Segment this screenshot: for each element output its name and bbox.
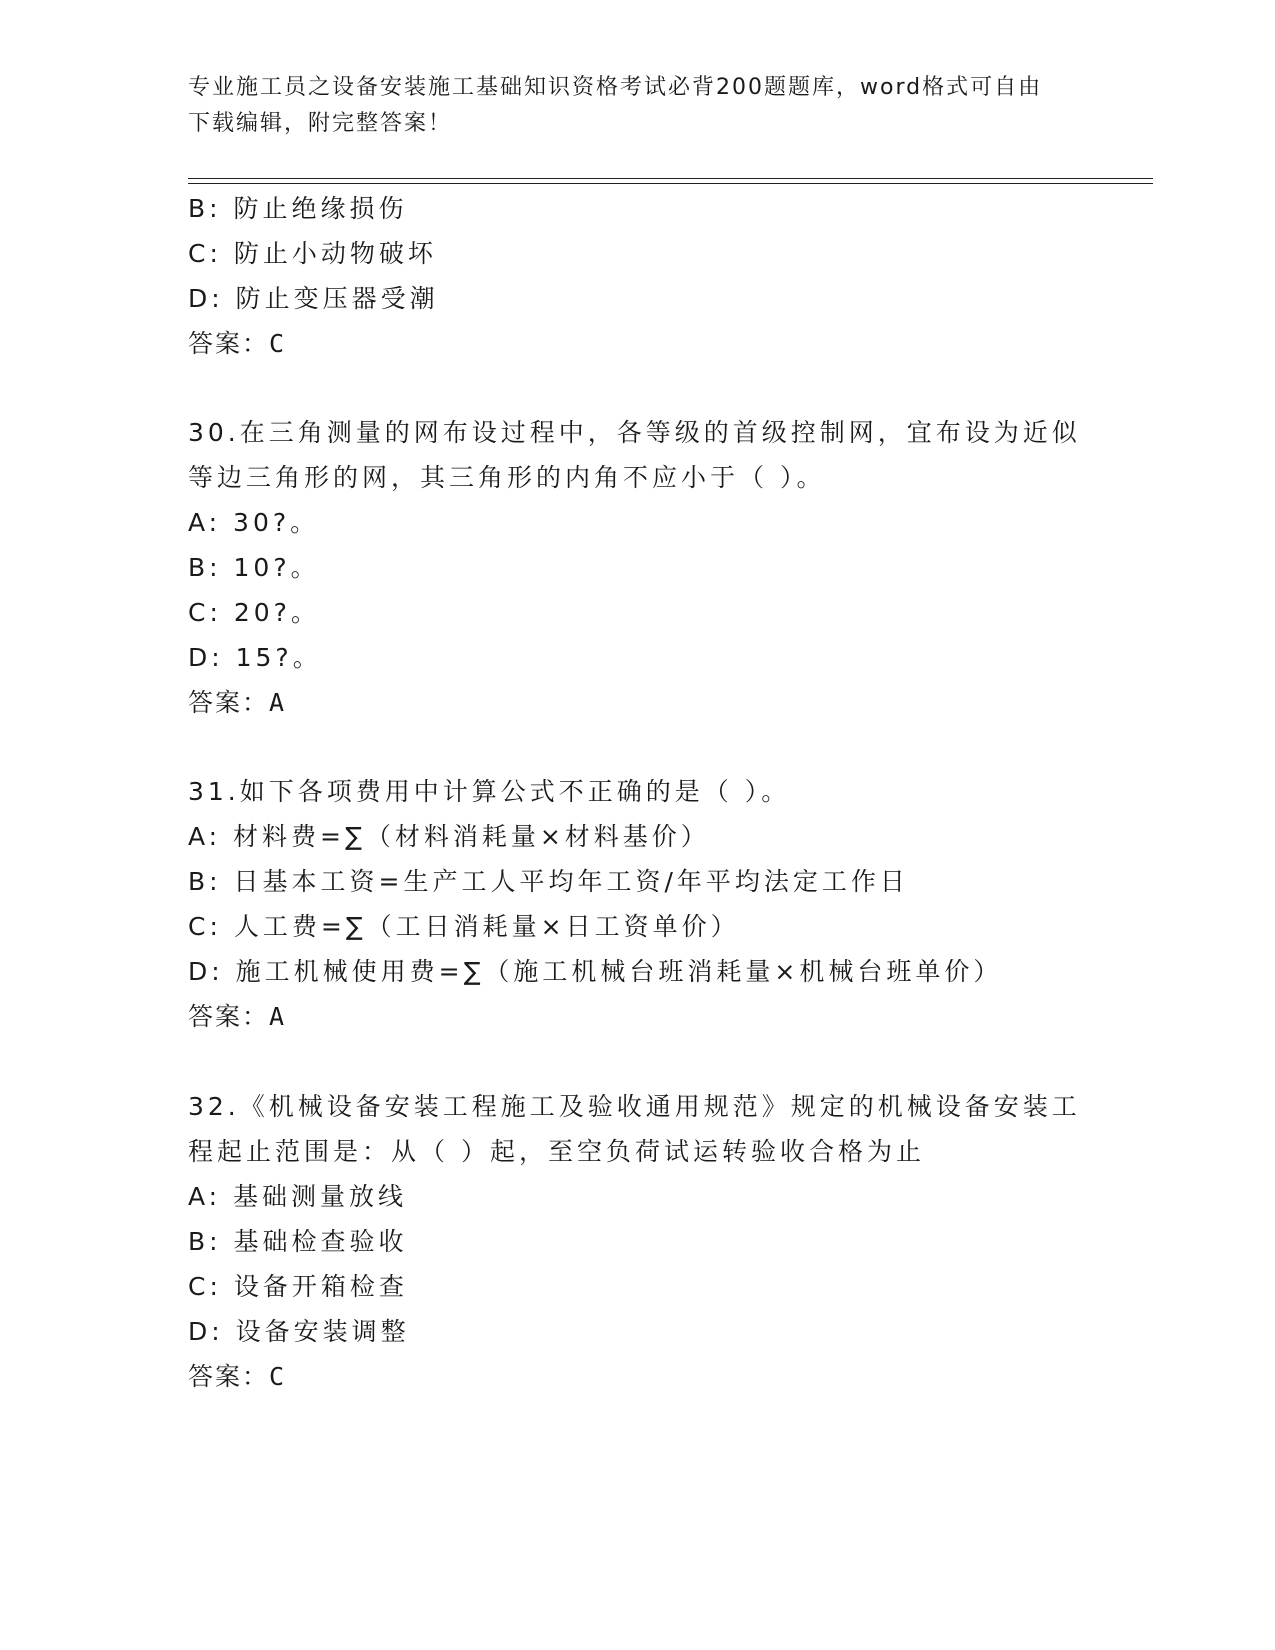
answer-label: 答案： xyxy=(188,1002,270,1031)
q30-option-b: B: 10?。 xyxy=(188,553,320,582)
q32-option-b: B: 基础检查验收 xyxy=(188,1227,408,1256)
answer-value: C xyxy=(269,1362,287,1391)
q30-option-d: D: 15?。 xyxy=(188,643,322,672)
q29-option-c: C: 防止小动物破坏 xyxy=(188,239,437,268)
header-divider-top xyxy=(188,178,1153,179)
q29-option-d: D: 防止变压器受潮 xyxy=(188,284,439,313)
header-line-1: 专业施工员之设备安装施工基础知识资格考试必背200题题库，word格式可自由 xyxy=(188,75,1043,100)
answer-value: A xyxy=(269,1002,287,1031)
q31-answer xyxy=(188,1000,286,1034)
q29-answer xyxy=(188,327,286,361)
q31-option-c: C: 人工费=∑（工日消耗量×日工资单价） xyxy=(188,912,740,941)
q32-option-d: D: 设备安装调整 xyxy=(188,1317,410,1346)
q30-option-a: A: 30?。 xyxy=(188,508,320,537)
q32-stem-line-1: 32.《机械设备安装工程施工及验收通用规范》规定的机械设备安装工 xyxy=(188,1092,1081,1121)
q31-option-d: D: 施工机械使用费=∑（施工机械台班消耗量×机械台班单价） xyxy=(188,957,1003,986)
answer-label: 答案： xyxy=(188,329,270,358)
header-line-2: 下载编辑，附完整答案！ xyxy=(188,111,453,136)
answer-label: 答案： xyxy=(188,688,270,717)
q30-option-c: C: 20?。 xyxy=(188,598,320,627)
q32-option-c: C: 设备开箱检查 xyxy=(188,1272,408,1301)
q31-stem-line-1: 31.如下各项费用中计算公式不正确的是（ ）。 xyxy=(188,777,791,806)
answer-value: C xyxy=(269,329,287,358)
document-header xyxy=(188,70,1088,142)
q29-option-b: B: 防止绝缘损伤 xyxy=(188,194,408,223)
q31-option-a: A: 材料费=∑（材料消耗量×材料基价） xyxy=(188,822,710,851)
q30-stem-line-2: 等边三角形的网，其三角形的内角不应小于（ ）。 xyxy=(188,463,826,492)
q30-answer xyxy=(188,686,286,720)
q32-answer xyxy=(188,1360,286,1394)
q30-stem-line-1: 30.在三角测量的网布设过程中，各等级的首级控制网，宜布设为近似 xyxy=(188,418,1081,447)
answer-value: A xyxy=(269,688,287,717)
header-divider-bottom xyxy=(188,183,1153,184)
q32-option-a: A: 基础测量放线 xyxy=(188,1182,408,1211)
q31-option-b: B: 日基本工资=生产工人平均年工资/年平均法定工作日 xyxy=(188,867,909,896)
answer-label: 答案： xyxy=(188,1362,270,1391)
q32-stem-line-2: 程起止范围是：从（ ）起，至空负荷试运转验收合格为止 xyxy=(188,1137,925,1166)
